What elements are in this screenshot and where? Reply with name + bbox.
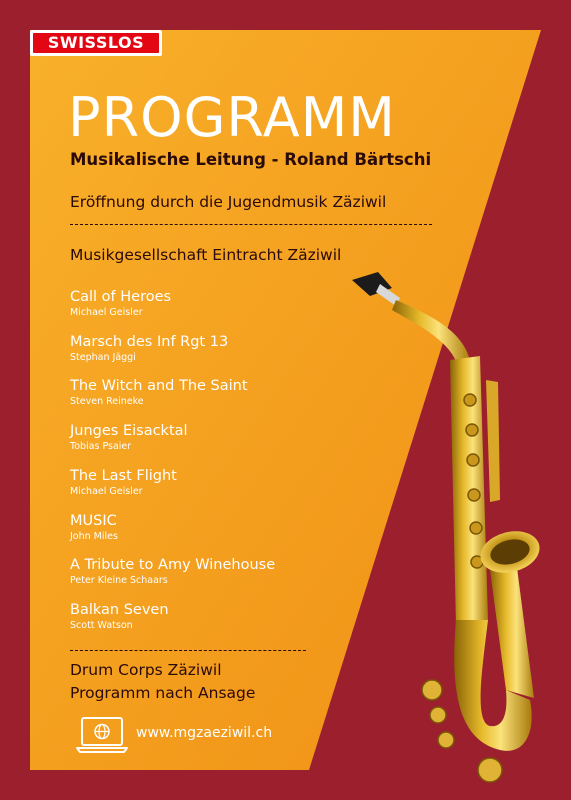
program-item (70, 333, 228, 364)
musical-director: Musikalische Leitung - Roland Bärtschi (70, 150, 432, 169)
page-title: PROGRAMM (68, 86, 396, 149)
piece-composer: Tobias Psaier (70, 441, 132, 452)
closing-line-1: Drum Corps Zäziwil (70, 661, 222, 679)
band-name: Musikgesellschaft Eintracht Zäziwil (70, 246, 342, 264)
piece-composer: Peter Kleine Schaars (70, 575, 168, 586)
program-item (70, 467, 177, 498)
piece-title: Call of Heroes (70, 289, 172, 305)
program-item (70, 601, 169, 632)
piece-title: Marsch des Inf Rgt 13 (70, 334, 229, 350)
piece-composer: Stephan Jäggi (70, 352, 136, 363)
website-link[interactable]: www.mgzaeziwil.ch (136, 725, 273, 741)
piece-composer: Scott Watson (70, 620, 133, 631)
logo-text: SWISSLOS (33, 33, 159, 53)
saxophone-icon (340, 270, 540, 790)
program-item (70, 422, 188, 453)
dashed-divider (70, 650, 306, 651)
piece-title: The Witch and The Saint (70, 378, 248, 394)
program-item (70, 556, 275, 587)
piece-title: MUSIC (70, 513, 117, 529)
closing-line-2: Programm nach Ansage (70, 684, 256, 702)
program-item (70, 288, 171, 319)
piece-title: Junges Eisacktal (70, 423, 188, 439)
piece-composer: John Miles (70, 531, 118, 542)
piece-title: The Last Flight (70, 468, 177, 484)
laptop-globe-icon (76, 716, 128, 754)
piece-title: A Tribute to Amy Winehouse (70, 557, 276, 573)
swisslos-logo (30, 30, 162, 56)
piece-composer: Michael Geisler (70, 486, 143, 497)
piece-composer: Steven Reineke (70, 396, 144, 407)
piece-composer: Michael Geisler (70, 307, 143, 318)
program-item (70, 512, 118, 543)
dashed-divider (70, 224, 432, 225)
closing-act (70, 659, 255, 705)
piece-title: Balkan Seven (70, 602, 169, 618)
opening-act: Eröffnung durch die Jugendmusik Zäziwil (70, 193, 387, 211)
program-item (70, 377, 248, 408)
